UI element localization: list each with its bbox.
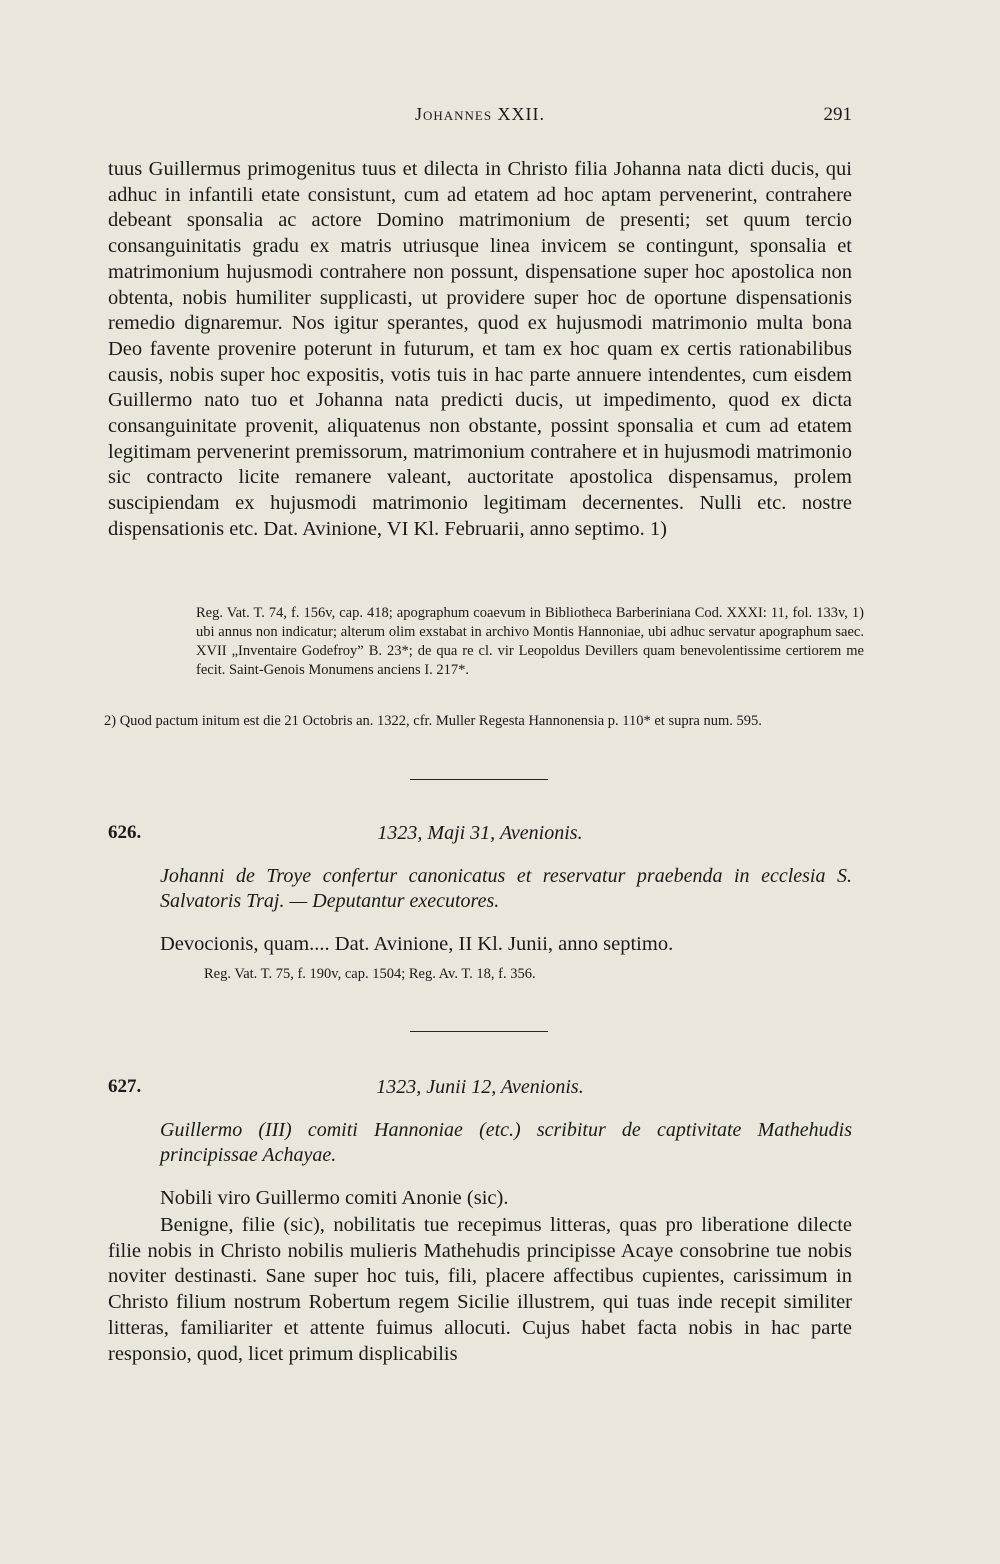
entry-summary-626: Johanni de Troye confertur canonicatus et reservatur praebenda in ecclesia S. Salvatoris Traj. — Deputantur executores. <box>160 865 852 912</box>
entry-date-626: 1323, Maji 31, Avenionis. <box>377 822 583 844</box>
entry-number-627: 627. <box>108 1076 142 1097</box>
entry-salutation-627: Nobili viro Guillermo comiti Anonie (sic). <box>160 1187 509 1209</box>
footnote-2: 2) Quod pactum initum est die 21 Octobris an. 1322, cfr. Muller Regesta Hannonensia p. 110* et supra num. 595. <box>104 713 762 729</box>
entry-summary-627: Guillermo (III) comiti Hannoniae (etc.) scribitur de captivitate Mathehudis principissae Achayae. <box>160 1119 852 1166</box>
entry-text-626: Devocionis, quam.... Dat. Avinione, II Kl. Junii, anno septimo. <box>160 933 674 955</box>
entry-number-626: 626. <box>108 822 142 843</box>
section-divider-2 <box>410 1031 548 1032</box>
running-header <box>108 104 852 130</box>
section-divider <box>410 779 548 780</box>
footnote-source: Reg. Vat. T. 74, f. 156v, cap. 418; apographum coaevum in Bibliotheca Barberiniana Cod. XXXI: 11, fol. 133v, 1) ubi annus non indicatur; alterum olim exstabat in archivo Montis Hannoniae, ubi adhuc servatur apographum saec. XVII „Inventaire Godefroy” B. 23*; de qua re cl. vir Leopoldus Devillers quam benevolentissime certiorem me fecit. Saint-Genois Monumens anciens I. 217*. <box>196 605 864 678</box>
entry-text-627: Benigne, filie (sic), nobilitatis tue recepimus litteras, quas pro liberatione dilecte filie nobis in Christo nobilis mulieris Mathehudis principisse Acaye consobrine tue nobis noviter destinasti. Sane super hoc tuis, fili, placere affectibus cupientes, carissimum in Christo filium nostrum Robertum regem Sicilie illustrem, qui tuas inde recepit similiter litteras, familiariter et attente fuimus allocuti. Cujus habet facta nobis in hac parte responsio, quod, licet primum displicabilis <box>108 1214 852 1365</box>
letter-body-paragraph: tuus Guillermus primogenitus tuus et dilecta in Christo filia Johanna nata dicti ducis, qui adhuc in infantili etate consistunt, cum ad etatem ad hoc aptam pervenerint, contrahere debeant sponsalia ac actore Domino matrimonium de presenti; set quum tercio consanguinitatis gradu ex matris utriusque linea invicem se contingunt, sponsalia et matrimonium hujusmodi contrahere non possunt, dispensatione super hoc apostolica non obtenta, nobis humiliter supplicasti, ut providere super hoc de oportune dispensationis remedio dignaremur. Nos igitur sperantes, quod ex hujusmodi matrimonio multa bona Deo favente provenire poterunt in futurum, et tam ex hoc quam ex certis rationabilibus causis, nobis super hoc expositis, votis tuis in hac parte annuere intendentes, cum eisdem Guillermo nato tuo et Johanna nata predicti ducis, ut impedimento, quod ex dicta consanguinitate provenit, aliquatenus non obstante, possint sponsalia et cum ad etatem legitimam pervenerint premissorum, matrimonium contrahere et in hujusmodi matrimonio sic contracto licite remanere valeant, auctoritate apostolica dispensamus, prolem suscipiendam ex hujusmodi matrimonio legitimam decernentes. Nulli etc. nostre dispensationis etc. Dat. Avinione, VI Kl. Februarii, anno septimo. 1) <box>108 158 852 540</box>
entry-source-626: Reg. Vat. T. 75, f. 190v, cap. 1504; Reg. Av. T. 18, f. 356. <box>204 966 536 982</box>
page-number: 291 <box>823 104 852 125</box>
entry-date-627: 1323, Junii 12, Avenionis. <box>376 1076 584 1098</box>
running-title: Johannes XXII. <box>414 104 546 124</box>
